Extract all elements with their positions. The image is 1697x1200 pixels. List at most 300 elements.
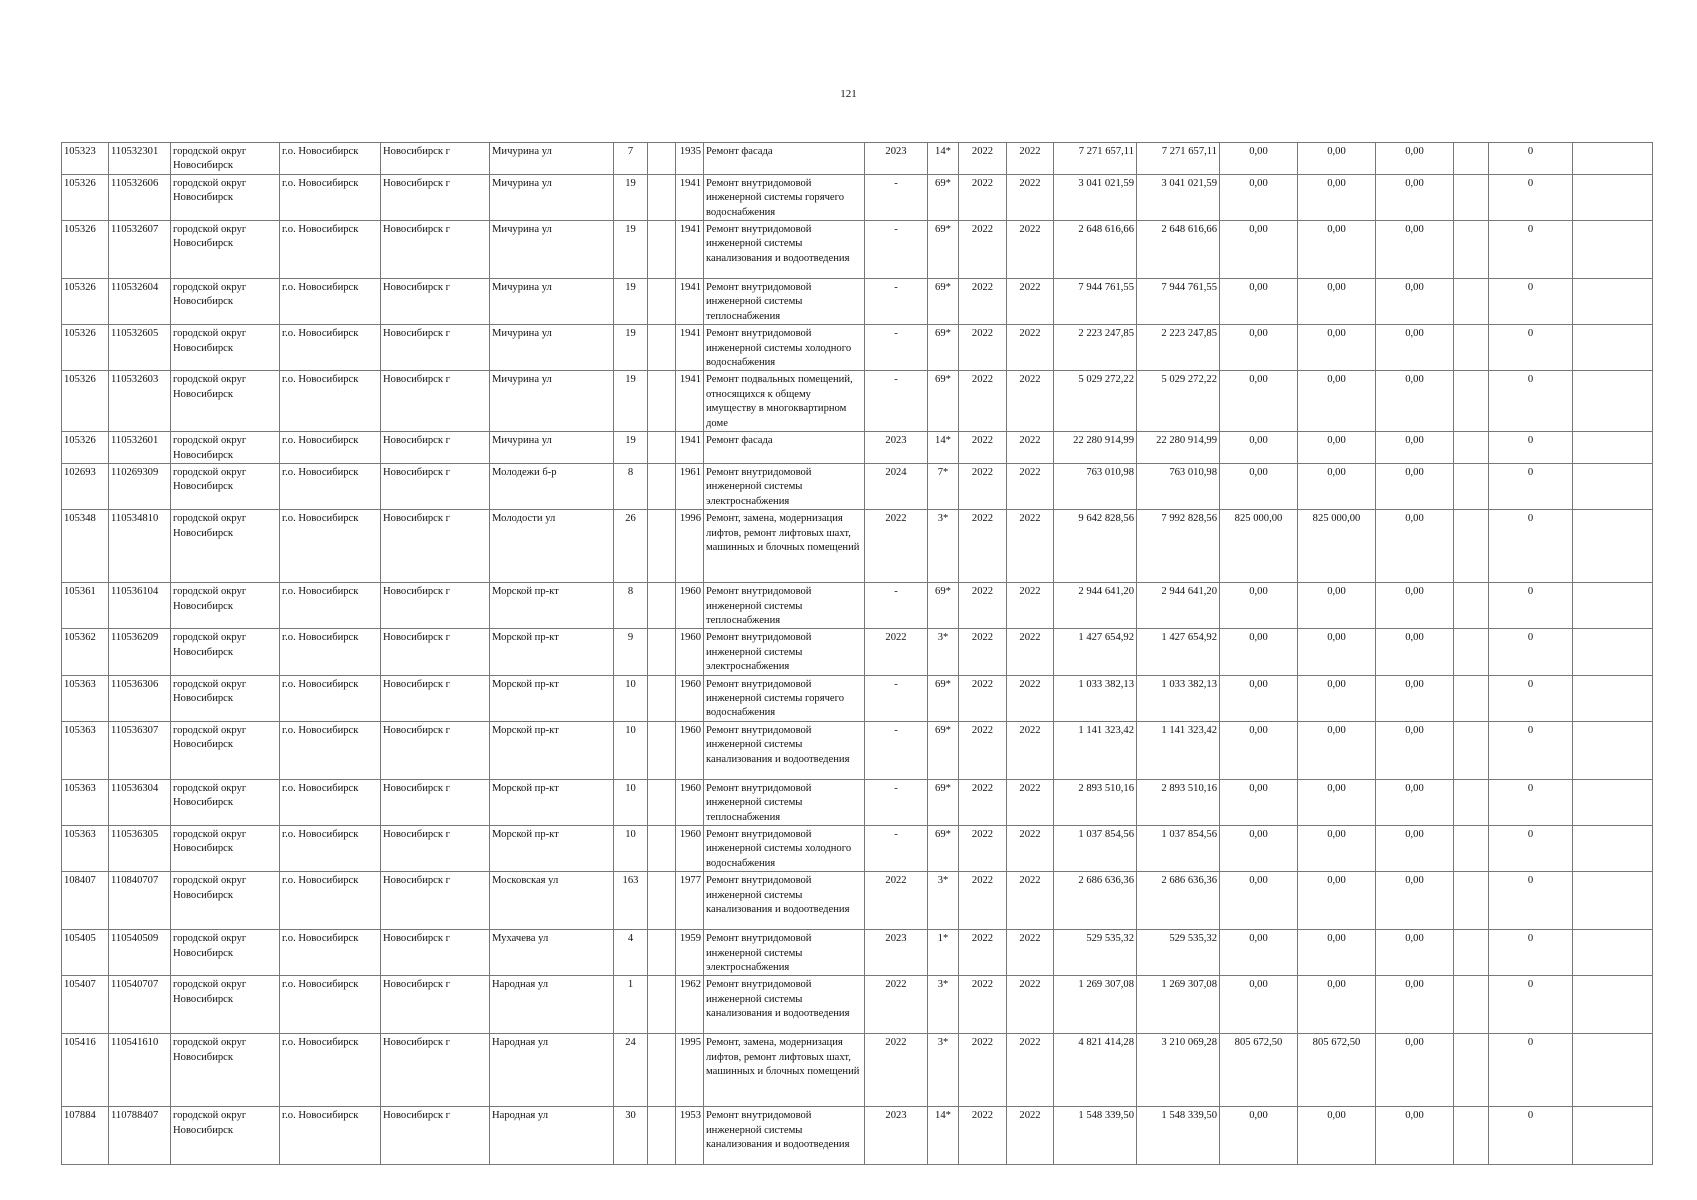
cell-sum: 9 642 828,56 [1054, 510, 1137, 583]
cell-plan: - [865, 675, 928, 721]
cell-sum: 2 686 636,36 [1054, 872, 1137, 930]
cell-y1: 2022 [959, 675, 1007, 721]
cell-plan: 2022 [865, 976, 928, 1034]
cell-year: 1941 [676, 432, 704, 464]
cell-city: Новосибирск г [381, 976, 490, 1034]
cell-plan: - [865, 371, 928, 432]
cell-s3: 0,00 [1298, 583, 1376, 629]
cell-go: г.о. Новосибирск [280, 174, 381, 220]
cell-s1: 2 686 636,36 [1137, 872, 1220, 930]
cell-year: 1995 [676, 1034, 704, 1107]
cell-s7 [1573, 1034, 1653, 1107]
cell-work: Ремонт внутридомовой инженерной системы электроснабжения [704, 930, 865, 976]
cell-work: Ремонт внутридомовой инженерной системы горячего водоснабжения [704, 675, 865, 721]
cell-okrug: городской округ Новосибирск [171, 221, 280, 279]
cell-okrug: городской округ Новосибирск [171, 721, 280, 779]
cell-s2: 0,00 [1220, 629, 1298, 675]
cell-id: 105326 [62, 221, 109, 279]
cell-s5 [1454, 221, 1489, 279]
cell-s3: 805 672,50 [1298, 1034, 1376, 1107]
cell-korp [648, 1107, 676, 1165]
cell-street: Молодости ул [490, 510, 614, 583]
cell-s7 [1573, 371, 1653, 432]
cell-y2: 2022 [1007, 872, 1054, 930]
cell-street: Морской пр-кт [490, 675, 614, 721]
cell-s4: 0,00 [1376, 872, 1454, 930]
cell-year: 1941 [676, 221, 704, 279]
cell-go: г.о. Новосибирск [280, 930, 381, 976]
cell-s1: 1 037 854,56 [1137, 826, 1220, 872]
cell-y1: 2022 [959, 325, 1007, 371]
cell-s1: 2 648 616,66 [1137, 221, 1220, 279]
cell-num: 69* [928, 583, 959, 629]
cell-street: Мичурина ул [490, 174, 614, 220]
cell-house: 7 [614, 143, 648, 175]
cell-s6: 0 [1489, 510, 1573, 583]
cell-sum: 529 535,32 [1054, 930, 1137, 976]
cell-sum: 1 548 339,50 [1054, 1107, 1137, 1165]
cell-go: г.о. Новосибирск [280, 279, 381, 325]
cell-plan: - [865, 583, 928, 629]
cell-year: 1977 [676, 872, 704, 930]
table-row [62, 930, 1653, 976]
cell-s3: 0,00 [1298, 721, 1376, 779]
cell-num: 69* [928, 174, 959, 220]
cell-s5 [1454, 143, 1489, 175]
cell-code: 110536305 [109, 826, 171, 872]
cell-s2: 0,00 [1220, 463, 1298, 509]
cell-id: 105326 [62, 432, 109, 464]
cell-num: 3* [928, 976, 959, 1034]
cell-sum: 1 037 854,56 [1054, 826, 1137, 872]
cell-s5 [1454, 510, 1489, 583]
cell-plan: - [865, 174, 928, 220]
cell-id: 105363 [62, 721, 109, 779]
cell-code: 110534810 [109, 510, 171, 583]
cell-s2: 0,00 [1220, 583, 1298, 629]
cell-house: 8 [614, 583, 648, 629]
cell-y1: 2022 [959, 221, 1007, 279]
cell-sum: 1 033 382,13 [1054, 675, 1137, 721]
cell-s3: 0,00 [1298, 432, 1376, 464]
cell-okrug: городской округ Новосибирск [171, 1034, 280, 1107]
cell-sum: 2 223 247,85 [1054, 325, 1137, 371]
cell-y1: 2022 [959, 976, 1007, 1034]
cell-s2: 0,00 [1220, 371, 1298, 432]
cell-go: г.о. Новосибирск [280, 143, 381, 175]
cell-okrug: городской округ Новосибирск [171, 143, 280, 175]
cell-year: 1941 [676, 279, 704, 325]
cell-id: 105416 [62, 1034, 109, 1107]
cell-street: Народная ул [490, 976, 614, 1034]
cell-house: 8 [614, 463, 648, 509]
cell-s6: 0 [1489, 221, 1573, 279]
cell-year: 1960 [676, 583, 704, 629]
cell-city: Новосибирск г [381, 143, 490, 175]
cell-y2: 2022 [1007, 510, 1054, 583]
cell-code: 110532604 [109, 279, 171, 325]
cell-street: Народная ул [490, 1107, 614, 1165]
cell-street: Мичурина ул [490, 279, 614, 325]
cell-sum: 1 427 654,92 [1054, 629, 1137, 675]
cell-plan: 2024 [865, 463, 928, 509]
table-row [62, 779, 1653, 825]
cell-s5 [1454, 371, 1489, 432]
table-row [62, 976, 1653, 1034]
cell-s6: 0 [1489, 930, 1573, 976]
cell-house: 19 [614, 325, 648, 371]
cell-code: 110540707 [109, 976, 171, 1034]
cell-s3: 0,00 [1298, 976, 1376, 1034]
cell-code: 110536307 [109, 721, 171, 779]
cell-y2: 2022 [1007, 432, 1054, 464]
cell-city: Новосибирск г [381, 510, 490, 583]
cell-korp [648, 371, 676, 432]
cell-street: Морской пр-кт [490, 583, 614, 629]
cell-house: 19 [614, 371, 648, 432]
cell-y2: 2022 [1007, 826, 1054, 872]
cell-korp [648, 721, 676, 779]
cell-num: 14* [928, 432, 959, 464]
cell-house: 30 [614, 1107, 648, 1165]
cell-korp [648, 174, 676, 220]
cell-s7 [1573, 1107, 1653, 1165]
table-row [62, 721, 1653, 779]
cell-s5 [1454, 463, 1489, 509]
cell-code: 110532601 [109, 432, 171, 464]
cell-code: 110532605 [109, 325, 171, 371]
cell-korp [648, 976, 676, 1034]
cell-num: 69* [928, 779, 959, 825]
cell-s6: 0 [1489, 325, 1573, 371]
cell-go: г.о. Новосибирск [280, 432, 381, 464]
cell-y2: 2022 [1007, 221, 1054, 279]
table-row [62, 583, 1653, 629]
cell-go: г.о. Новосибирск [280, 1034, 381, 1107]
cell-work: Ремонт внутридомовой инженерной системы горячего водоснабжения [704, 174, 865, 220]
cell-code: 110540509 [109, 930, 171, 976]
cell-street: Морской пр-кт [490, 826, 614, 872]
cell-go: г.о. Новосибирск [280, 371, 381, 432]
cell-korp [648, 1034, 676, 1107]
cell-city: Новосибирск г [381, 872, 490, 930]
cell-plan: - [865, 279, 928, 325]
cell-year: 1962 [676, 976, 704, 1034]
cell-s6: 0 [1489, 721, 1573, 779]
cell-id: 105405 [62, 930, 109, 976]
cell-s3: 0,00 [1298, 1107, 1376, 1165]
cell-s6: 0 [1489, 629, 1573, 675]
cell-city: Новосибирск г [381, 826, 490, 872]
cell-s1: 529 535,32 [1137, 930, 1220, 976]
cell-s7 [1573, 779, 1653, 825]
cell-sum: 3 041 021,59 [1054, 174, 1137, 220]
cell-sum: 4 821 414,28 [1054, 1034, 1137, 1107]
cell-num: 3* [928, 629, 959, 675]
cell-s4: 0,00 [1376, 174, 1454, 220]
cell-s2: 805 672,50 [1220, 1034, 1298, 1107]
cell-work: Ремонт внутридомовой инженерной системы электроснабжения [704, 463, 865, 509]
cell-plan: - [865, 325, 928, 371]
cell-city: Новосибирск г [381, 583, 490, 629]
cell-s4: 0,00 [1376, 325, 1454, 371]
cell-korp [648, 463, 676, 509]
cell-s2: 0,00 [1220, 221, 1298, 279]
cell-city: Новосибирск г [381, 629, 490, 675]
table-row [62, 826, 1653, 872]
cell-s2: 0,00 [1220, 279, 1298, 325]
cell-s1: 2 223 247,85 [1137, 325, 1220, 371]
table-row [62, 371, 1653, 432]
cell-s4: 0,00 [1376, 1107, 1454, 1165]
cell-s5 [1454, 629, 1489, 675]
cell-s5 [1454, 279, 1489, 325]
cell-year: 1996 [676, 510, 704, 583]
cell-city: Новосибирск г [381, 432, 490, 464]
cell-s4: 0,00 [1376, 1034, 1454, 1107]
cell-sum: 1 141 323,42 [1054, 721, 1137, 779]
cell-year: 1941 [676, 325, 704, 371]
cell-y2: 2022 [1007, 174, 1054, 220]
cell-s4: 0,00 [1376, 432, 1454, 464]
cell-s2: 0,00 [1220, 721, 1298, 779]
cell-work: Ремонт подвальных помещений, относящихся к общему имуществу в многоквартирном доме [704, 371, 865, 432]
cell-okrug: городской округ Новосибирск [171, 976, 280, 1034]
cell-y2: 2022 [1007, 629, 1054, 675]
cell-s1: 2 893 510,16 [1137, 779, 1220, 825]
cell-code: 110532607 [109, 221, 171, 279]
cell-y1: 2022 [959, 143, 1007, 175]
cell-work: Ремонт внутридомовой инженерной системы холодного водоснабжения [704, 325, 865, 371]
cell-go: г.о. Новосибирск [280, 221, 381, 279]
cell-go: г.о. Новосибирск [280, 976, 381, 1034]
cell-y2: 2022 [1007, 675, 1054, 721]
cell-s5 [1454, 675, 1489, 721]
cell-plan: 2022 [865, 872, 928, 930]
table-row [62, 174, 1653, 220]
cell-go: г.о. Новосибирск [280, 779, 381, 825]
cell-s2: 0,00 [1220, 675, 1298, 721]
cell-s1: 3 041 021,59 [1137, 174, 1220, 220]
cell-city: Новосибирск г [381, 1107, 490, 1165]
cell-s6: 0 [1489, 826, 1573, 872]
cell-y2: 2022 [1007, 930, 1054, 976]
cell-num: 3* [928, 872, 959, 930]
cell-plan: 2023 [865, 930, 928, 976]
cell-s1: 1 269 307,08 [1137, 976, 1220, 1034]
cell-y1: 2022 [959, 432, 1007, 464]
cell-city: Новосибирск г [381, 221, 490, 279]
cell-code: 110788407 [109, 1107, 171, 1165]
cell-id: 105363 [62, 675, 109, 721]
cell-s4: 0,00 [1376, 721, 1454, 779]
cell-s1: 5 029 272,22 [1137, 371, 1220, 432]
cell-street: Мухачева ул [490, 930, 614, 976]
cell-sum: 5 029 272,22 [1054, 371, 1137, 432]
cell-y2: 2022 [1007, 1107, 1054, 1165]
cell-y1: 2022 [959, 779, 1007, 825]
cell-work: Ремонт внутридомовой инженерной системы холодного водоснабжения [704, 826, 865, 872]
cell-street: Мичурина ул [490, 221, 614, 279]
cell-go: г.о. Новосибирск [280, 675, 381, 721]
cell-s5 [1454, 976, 1489, 1034]
cell-korp [648, 510, 676, 583]
cell-s7 [1573, 510, 1653, 583]
cell-year: 1960 [676, 826, 704, 872]
cell-okrug: городской округ Новосибирск [171, 371, 280, 432]
cell-s4: 0,00 [1376, 675, 1454, 721]
cell-s1: 7 944 761,55 [1137, 279, 1220, 325]
cell-s1: 1 033 382,13 [1137, 675, 1220, 721]
cell-street: Мичурина ул [490, 432, 614, 464]
cell-city: Новосибирск г [381, 325, 490, 371]
cell-y1: 2022 [959, 826, 1007, 872]
cell-s2: 0,00 [1220, 325, 1298, 371]
cell-s1: 1 548 339,50 [1137, 1107, 1220, 1165]
cell-s3: 0,00 [1298, 629, 1376, 675]
cell-s1: 2 944 641,20 [1137, 583, 1220, 629]
cell-house: 19 [614, 432, 648, 464]
cell-house: 10 [614, 779, 648, 825]
cell-plan: - [865, 826, 928, 872]
cell-y1: 2022 [959, 721, 1007, 779]
cell-s6: 0 [1489, 976, 1573, 1034]
cell-s3: 0,00 [1298, 675, 1376, 721]
page-number: 121 [840, 88, 857, 100]
cell-city: Новосибирск г [381, 279, 490, 325]
cell-korp [648, 583, 676, 629]
cell-sum: 763 010,98 [1054, 463, 1137, 509]
cell-s7 [1573, 721, 1653, 779]
cell-s6: 0 [1489, 583, 1573, 629]
cell-work: Ремонт внутридомовой инженерной системы канализования и водоотведения [704, 872, 865, 930]
cell-s3: 0,00 [1298, 930, 1376, 976]
cell-house: 10 [614, 675, 648, 721]
cell-go: г.о. Новосибирск [280, 629, 381, 675]
cell-y1: 2022 [959, 872, 1007, 930]
cell-s1: 7 992 828,56 [1137, 510, 1220, 583]
cell-house: 19 [614, 279, 648, 325]
cell-s2: 0,00 [1220, 143, 1298, 175]
cell-code: 110536306 [109, 675, 171, 721]
cell-y2: 2022 [1007, 779, 1054, 825]
cell-go: г.о. Новосибирск [280, 872, 381, 930]
cell-s3: 0,00 [1298, 872, 1376, 930]
cell-s4: 0,00 [1376, 279, 1454, 325]
cell-korp [648, 826, 676, 872]
cell-plan: 2022 [865, 1034, 928, 1107]
cell-street: Народная ул [490, 1034, 614, 1107]
cell-okrug: городской округ Новосибирск [171, 629, 280, 675]
table-row [62, 1034, 1653, 1107]
cell-num: 14* [928, 1107, 959, 1165]
cell-sum: 7 271 657,11 [1054, 143, 1137, 175]
cell-work: Ремонт фасада [704, 432, 865, 464]
cell-s7 [1573, 629, 1653, 675]
cell-s3: 825 000,00 [1298, 510, 1376, 583]
cell-city: Новосибирск г [381, 721, 490, 779]
cell-plan: 2022 [865, 510, 928, 583]
cell-y1: 2022 [959, 1034, 1007, 1107]
cell-s1: 1 141 323,42 [1137, 721, 1220, 779]
cell-code: 110532301 [109, 143, 171, 175]
cell-s2: 0,00 [1220, 930, 1298, 976]
cell-s2: 0,00 [1220, 872, 1298, 930]
cell-okrug: городской округ Новосибирск [171, 510, 280, 583]
cell-s1: 1 427 654,92 [1137, 629, 1220, 675]
table-row [62, 221, 1653, 279]
cell-s4: 0,00 [1376, 976, 1454, 1034]
cell-code: 110269309 [109, 463, 171, 509]
cell-num: 7* [928, 463, 959, 509]
cell-okrug: городской округ Новосибирск [171, 432, 280, 464]
cell-s4: 0,00 [1376, 371, 1454, 432]
cell-y1: 2022 [959, 371, 1007, 432]
cell-korp [648, 675, 676, 721]
cell-s2: 0,00 [1220, 174, 1298, 220]
cell-city: Новосибирск г [381, 930, 490, 976]
cell-s7 [1573, 930, 1653, 976]
cell-num: 69* [928, 221, 959, 279]
cell-okrug: городской округ Новосибирск [171, 279, 280, 325]
cell-s7 [1573, 872, 1653, 930]
table-row [62, 432, 1653, 464]
cell-work: Ремонт внутридомовой инженерной системы теплоснабжения [704, 779, 865, 825]
cell-s2: 825 000,00 [1220, 510, 1298, 583]
cell-work: Ремонт фасада [704, 143, 865, 175]
cell-s6: 0 [1489, 143, 1573, 175]
cell-okrug: городской округ Новосибирск [171, 463, 280, 509]
cell-id: 105407 [62, 976, 109, 1034]
cell-okrug: городской округ Новосибирск [171, 174, 280, 220]
cell-y2: 2022 [1007, 325, 1054, 371]
cell-s5 [1454, 1107, 1489, 1165]
cell-house: 10 [614, 721, 648, 779]
cell-s2: 0,00 [1220, 779, 1298, 825]
cell-korp [648, 279, 676, 325]
cell-id: 105326 [62, 371, 109, 432]
cell-s7 [1573, 279, 1653, 325]
cell-s7 [1573, 143, 1653, 175]
cell-s6: 0 [1489, 1107, 1573, 1165]
cell-s4: 0,00 [1376, 629, 1454, 675]
cell-s7 [1573, 221, 1653, 279]
cell-y1: 2022 [959, 629, 1007, 675]
cell-id: 107884 [62, 1107, 109, 1165]
cell-s5 [1454, 826, 1489, 872]
cell-sum: 7 944 761,55 [1054, 279, 1137, 325]
cell-id: 105363 [62, 826, 109, 872]
cell-go: г.о. Новосибирск [280, 510, 381, 583]
cell-year: 1961 [676, 463, 704, 509]
cell-s3: 0,00 [1298, 779, 1376, 825]
cell-street: Мичурина ул [490, 371, 614, 432]
cell-s5 [1454, 1034, 1489, 1107]
cell-id: 105361 [62, 583, 109, 629]
cell-house: 1 [614, 976, 648, 1034]
cell-city: Новосибирск г [381, 1034, 490, 1107]
table-row [62, 629, 1653, 675]
cell-plan: 2023 [865, 432, 928, 464]
cell-s7 [1573, 463, 1653, 509]
cell-year: 1959 [676, 930, 704, 976]
table-row [62, 279, 1653, 325]
cell-code: 110536304 [109, 779, 171, 825]
cell-s6: 0 [1489, 675, 1573, 721]
cell-code: 110532603 [109, 371, 171, 432]
cell-s4: 0,00 [1376, 221, 1454, 279]
cell-okrug: городской округ Новосибирск [171, 930, 280, 976]
